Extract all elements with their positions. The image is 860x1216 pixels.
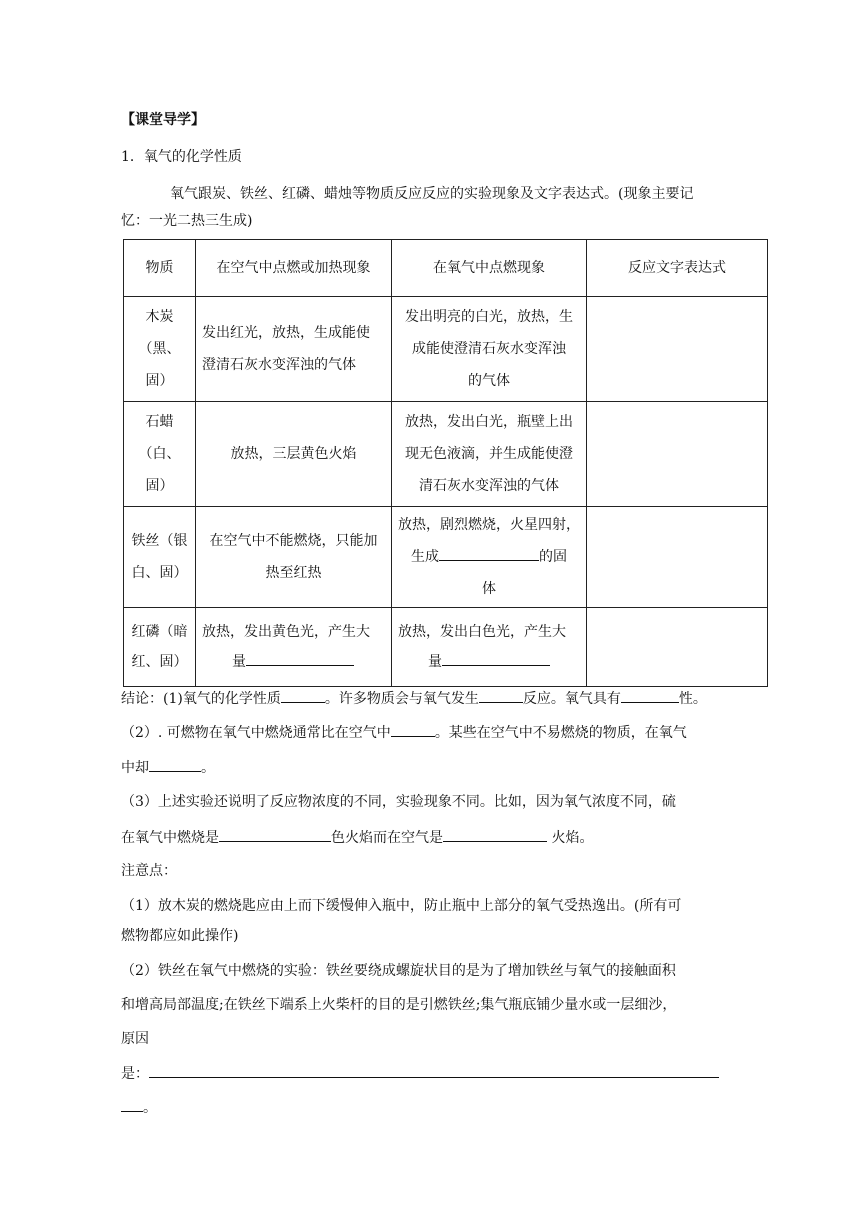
conclusion-3: （3）上述实验还说明了反应物浓度的不同，实验现象不同。比如，因为氧气浓度不同，硫 [121,794,676,810]
air-phenomenon-cell: 放热，发出黄色光，产生大 量 [196,608,392,687]
table-row [124,507,768,608]
intro-line-1: 氧气跟炭、铁丝、红磷、蜡烛等物质反应反应的实验现象及文字表达式。(现象主要记 [170,186,694,202]
equation-cell[interactable] [587,297,768,402]
air-phenomenon-cell: 发出红光，放热，生成能使 澄清石灰水变浑浊的气体 [196,297,392,402]
answer-blank[interactable] [121,1096,143,1112]
substance-cell: 木炭 （黑、 固） [124,297,196,402]
air-phenomenon-cell: 在空气中不能燃烧，只能加 热至红热 [196,507,392,608]
answer-blank[interactable] [391,721,435,737]
table-row [124,608,768,687]
header-substance: 物质 [124,240,196,297]
answer-blank[interactable] [281,687,325,703]
table-header-row [124,240,768,297]
substance-cell: 石蜡 （白、 固） [124,402,196,507]
header-oxygen: 在氧气中点燃现象 [392,240,587,297]
answer-blank[interactable] [442,647,550,666]
note-2-line-3: 原因 [121,1031,149,1047]
oxygen-phenomenon-cell: 发出明亮的白光，放热，生 成能使澄清石灰水变浑浊 的气体 [392,297,587,402]
section-title: 1．氧气的化学性质 [121,149,242,165]
header-equation: 反应文字表达式 [587,240,768,297]
substance-cell: 红磷（暗 红、固） [124,608,196,687]
oxygen-phenomenon-cell: 放热，发出白光，瓶壁上出 现无色液滴，并生成能使澄 清石灰水变浑浊的气体 [392,402,587,507]
oxygen-phenomenon-cell: 放热，剧烈燃烧，火星四射， 生成 的固 体 [392,507,587,608]
note-1-line-2: 燃物都应如此操作) [121,928,239,944]
answer-blank[interactable] [443,826,547,842]
oxygen-phenomenon-cell: 放热，发出白色光，产生大 量 [392,608,587,687]
section-heading: 【课堂导学】 [121,112,205,128]
answer-blank[interactable] [439,542,539,561]
equation-cell[interactable] [587,608,768,687]
equation-cell[interactable] [587,402,768,507]
answer-blank[interactable] [149,1062,719,1078]
header-air: 在空气中点燃或加热现象 [196,240,392,297]
note-2-line-4: 是： [121,1062,719,1084]
intro-line-2: 忆：一光二热三生成) [121,213,253,229]
table-row [124,402,768,507]
answer-blank[interactable] [621,687,679,703]
note-2-line-5: 。 [121,1096,157,1118]
conclusion-2-cont: 中却 。 [121,756,215,778]
experiment-table [123,239,768,687]
answer-blank[interactable] [149,756,201,772]
note-2-line-2: 和增高局部温度;在铁丝下端系上火柴杆的目的是引燃铁丝;集气瓶底铺少量水或一层细沙， [121,997,677,1013]
answer-blank[interactable] [246,647,354,666]
equation-cell[interactable] [587,507,768,608]
note-1-line-1: （1）放木炭的燃烧匙应由上而下缓慢伸入瓶中，防止瓶中上部分的氧气受热逸出。(所有可 [121,898,682,914]
conclusion-2: （2）. 可燃物在氧气中燃烧通常比在空气中 。某些在空气中不易燃烧的物质，在氧气 [121,721,687,743]
answer-blank[interactable] [479,687,523,703]
table-row [124,297,768,402]
air-phenomenon-cell: 放热，三层黄色火焰 [196,402,392,507]
conclusion-1: 结论：(1)氧气的化学性质 。许多物质会与氧气发生 反应。氧气具有 性。 [121,687,707,709]
answer-blank[interactable] [219,826,331,842]
conclusion-3-cont: 在氧气中燃烧是 色火焰而在空气是 火焰。 [121,826,593,848]
note-2-line-1: （2）铁丝在氧气中燃烧的实验：铁丝要绕成螺旋状目的是为了增加铁丝与氧气的接触面积 [121,963,676,979]
substance-cell: 铁丝（银 白、固） [124,507,196,608]
notes-title: 注意点： [121,863,177,879]
